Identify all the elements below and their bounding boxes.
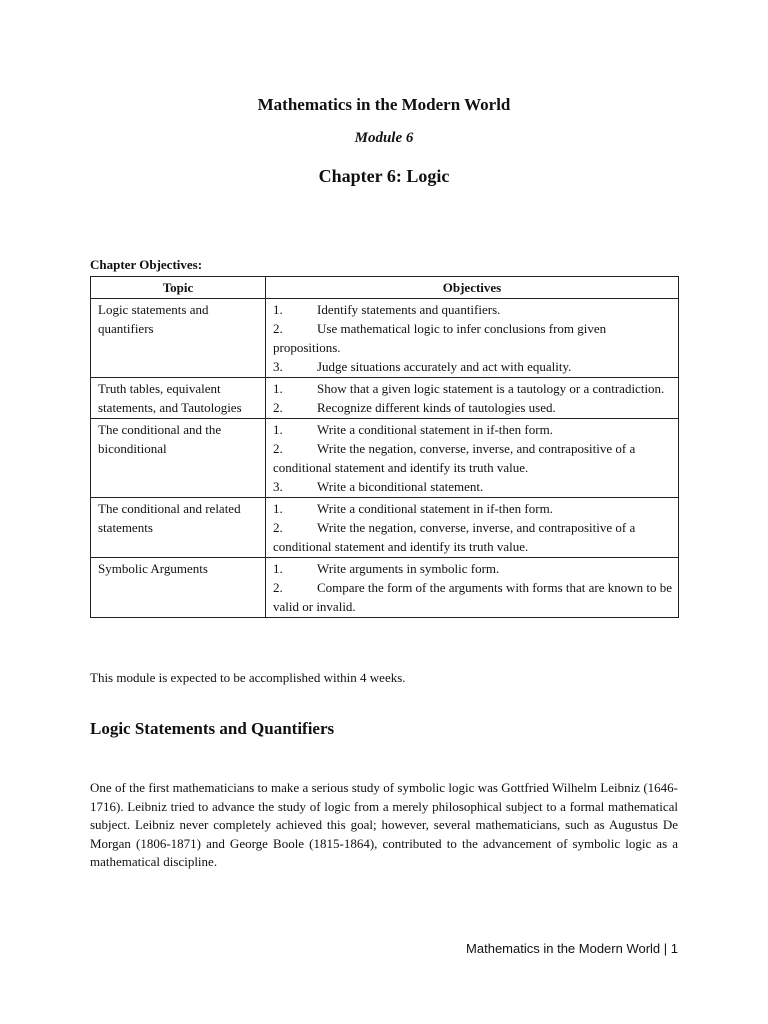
objective-item: 1. Write a conditional statement in if-then form. (273, 501, 553, 516)
objective-item: 1. Write a conditional statement in if-then form. (273, 422, 553, 437)
table-row (91, 378, 679, 419)
intro-paragraph: One of the first mathematicians to make a serious study of symbolic logic was Gottfried Wilhelm Leibniz (1646-1716). Leibniz tried to advance the study of logic from a merely philosophical subject to a formal mathematical subject. Leibniz never completely achieved this goal; however, several mathematicians, such as Augustus De Morgan (1806-1871) and George Boole (1815-1864), contributed to the advancement of symbolic logic as a mathematical discipline. (90, 780, 678, 869)
module-label: Module 6 (354, 130, 414, 146)
objective-item: 2. Write the negation, converse, inverse, and contrapositive of a conditional statement and identify its truth value. (273, 520, 636, 554)
topic-cell: Logic statements and quantifiers (91, 299, 266, 378)
objective-item: 3. Judge situations accurately and act with equality. (273, 359, 572, 374)
objectives-cell (266, 378, 679, 419)
table-header-row (91, 277, 679, 299)
objectives-cell (266, 558, 679, 618)
topic-cell: Symbolic Arguments (91, 558, 266, 618)
topic-cell: Truth tables, equivalent statements, and Tautologies (91, 378, 266, 419)
course-title: Mathematics in the Modern World (257, 95, 511, 114)
table-row (91, 419, 679, 498)
table-row (91, 299, 679, 378)
objective-item: 2. Recognize different kinds of tautologies used. (273, 400, 556, 415)
objective-item: 2. Use mathematical logic to infer conclusions from given propositions. (273, 321, 607, 355)
objectives-cell (266, 419, 679, 498)
objective-item: 2. Compare the form of the arguments with forms that are known to be valid or invalid. (273, 580, 673, 614)
duration-note: This module is expected to be accomplished within 4 weeks. (90, 670, 406, 685)
objectives-cell (266, 299, 679, 378)
objective-item: 2. Write the negation, converse, inverse, and contrapositive of a conditional statement and identify its truth value. (273, 441, 636, 475)
topic-cell: The conditional and related statements (91, 498, 266, 558)
page-footer: Mathematics in the Modern World | 1 (466, 941, 678, 956)
objective-item: 3. Write a biconditional statement. (273, 479, 484, 494)
objectives-table (90, 276, 679, 618)
topic-cell: The conditional and the biconditional (91, 419, 266, 498)
column-header-objectives: Objectives (266, 277, 679, 299)
table-row (91, 558, 679, 618)
column-header-topic: Topic (91, 277, 266, 299)
objectives-label: Chapter Objectives: (90, 257, 203, 272)
table-row (91, 498, 679, 558)
objective-item: 1. Show that a given logic statement is a tautology or a contradiction. (273, 381, 665, 396)
objective-item: 1. Identify statements and quantifiers. (273, 302, 501, 317)
section-heading: Logic Statements and Quantifiers (90, 719, 335, 738)
objectives-cell (266, 498, 679, 558)
chapter-title: Chapter 6: Logic (318, 166, 450, 186)
objective-item: 1. Write arguments in symbolic form. (273, 561, 500, 576)
